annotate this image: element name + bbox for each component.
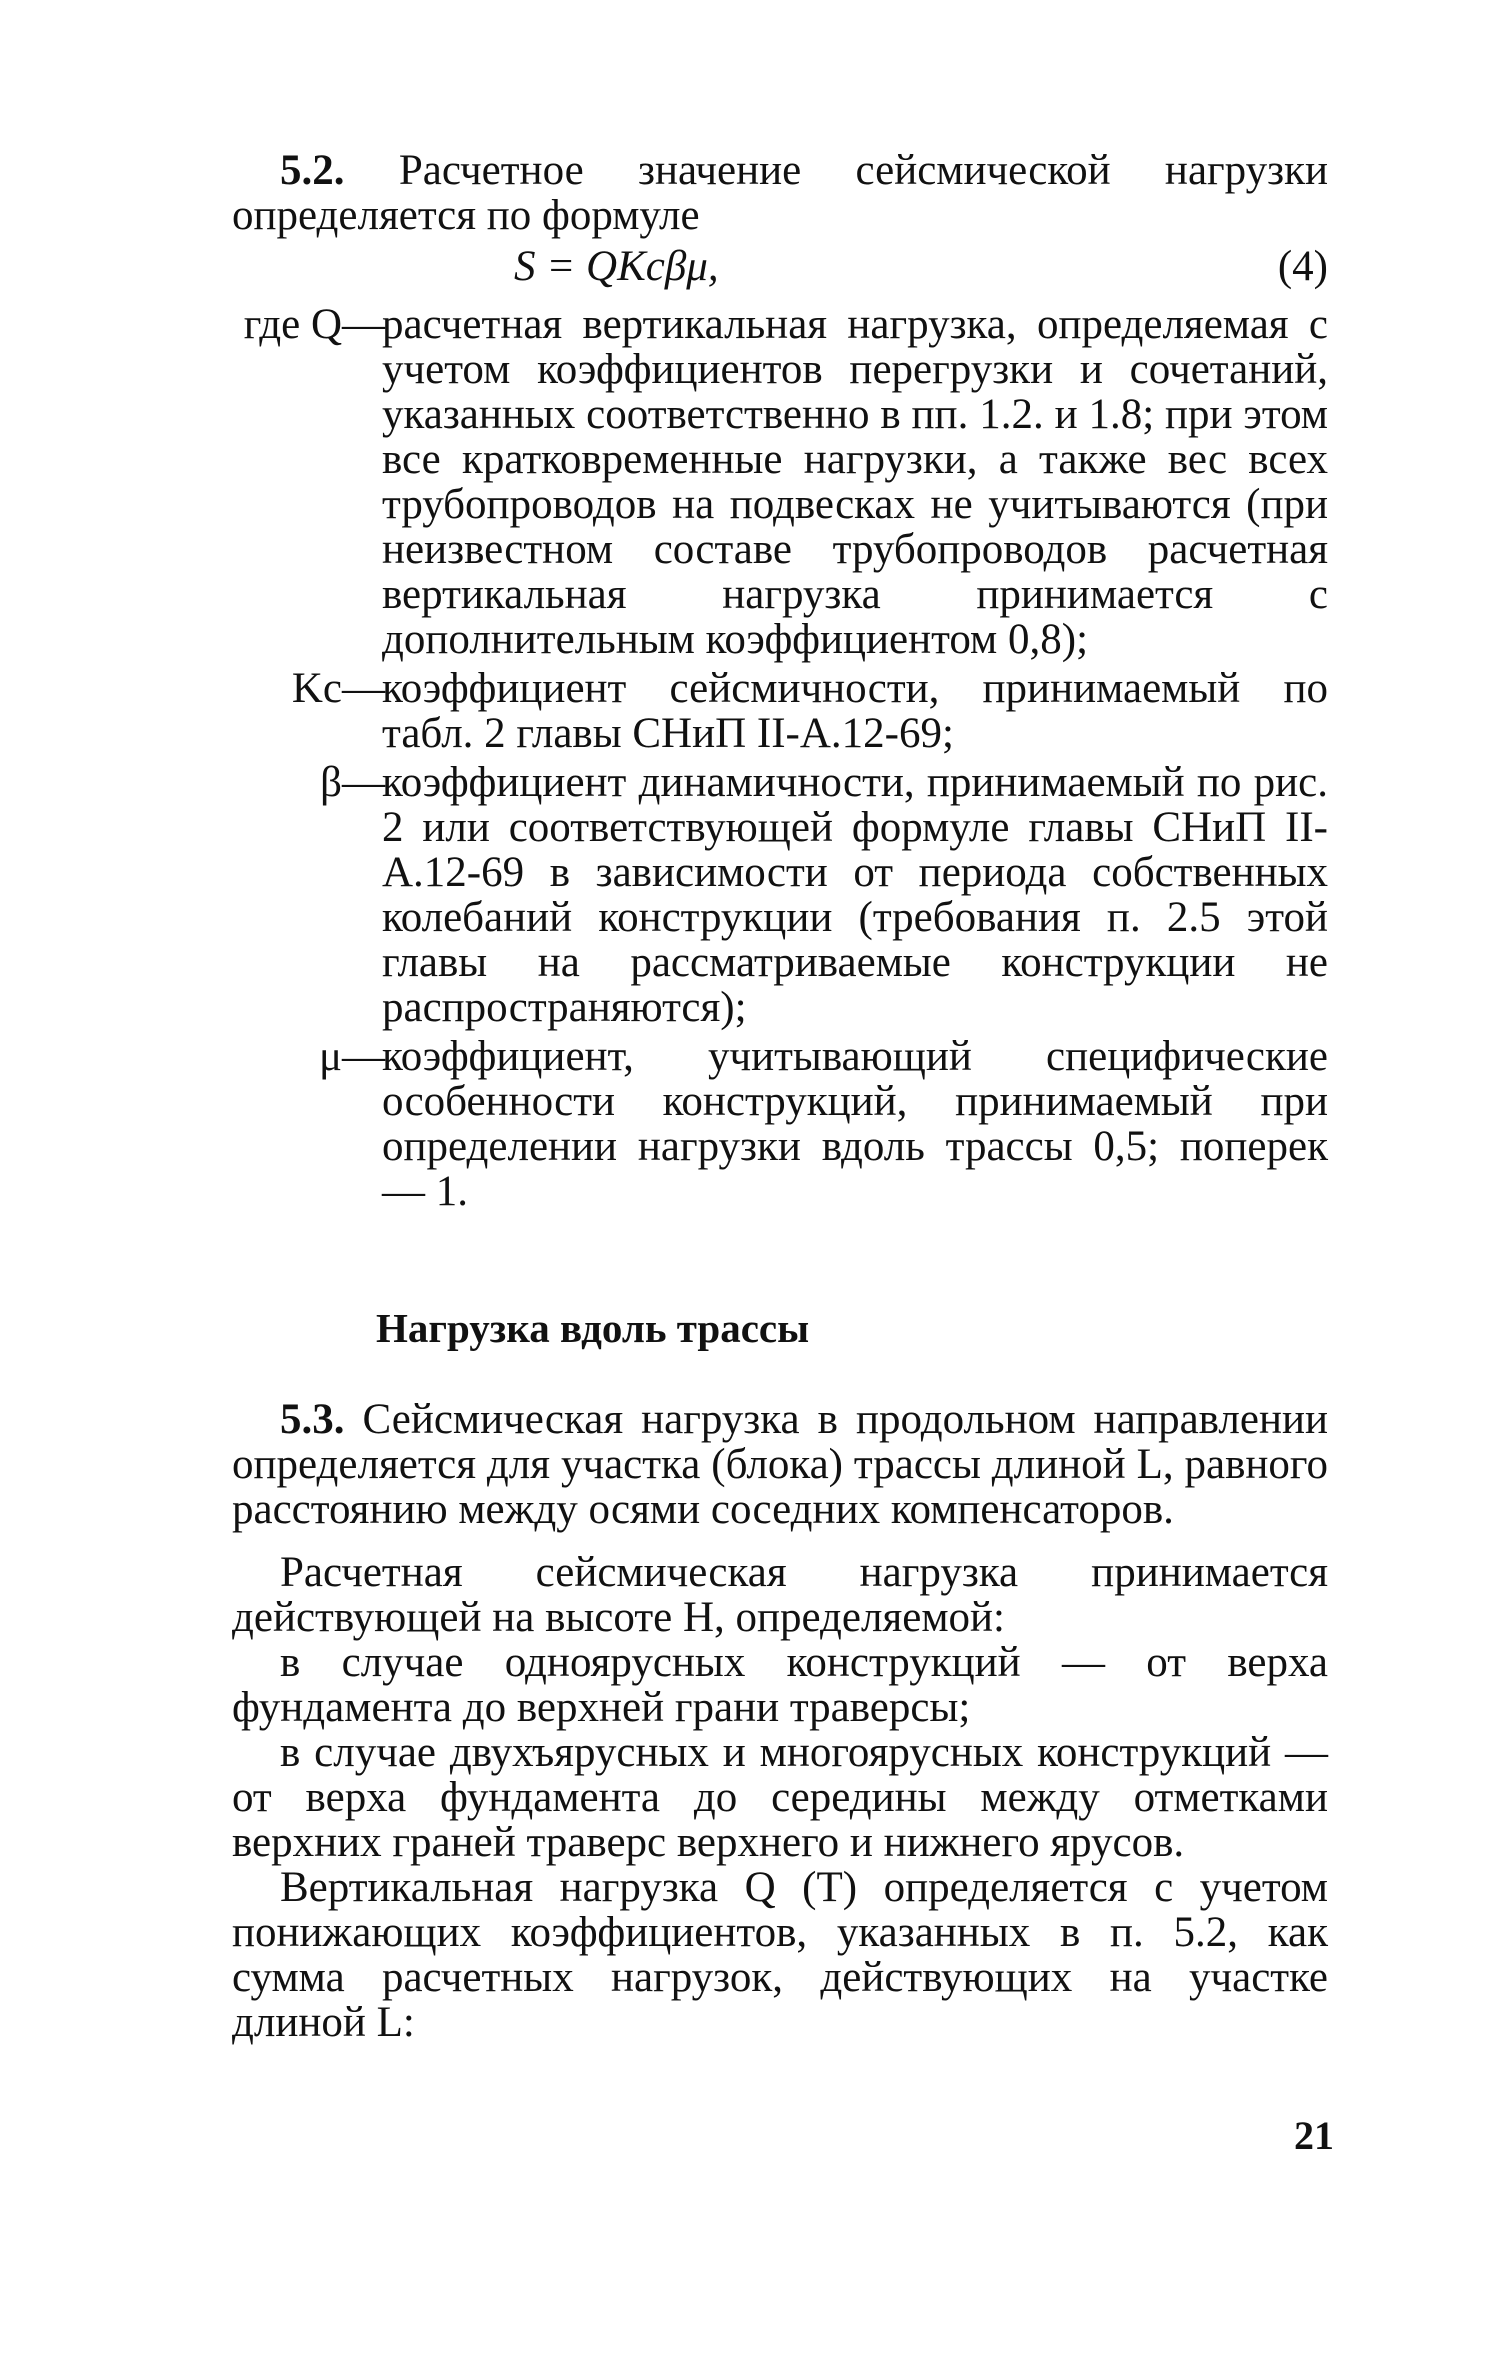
definition-q bbox=[232, 302, 1328, 662]
definition-dash: — bbox=[342, 665, 385, 712]
page-content bbox=[232, 148, 1328, 2045]
paragraph-5-2-text: Расчетное значение сейсмической нагрузки определяется по формуле bbox=[232, 147, 1328, 239]
page-number: 21 bbox=[1294, 2113, 1334, 2158]
formula-number: (4) bbox=[1277, 243, 1328, 290]
definition-beta bbox=[232, 760, 1328, 1030]
definition-dash: — bbox=[342, 1033, 385, 1080]
definition-mu bbox=[232, 1034, 1328, 1214]
formula: S = QKcβμ, bbox=[514, 243, 719, 290]
paragraph-5-2 bbox=[232, 148, 1328, 238]
section-title: Нагрузка вдоль трассы bbox=[376, 1305, 810, 1351]
definitions-list bbox=[232, 302, 1328, 1214]
paragraph-5-3-text: Сейсмическая нагрузка в продольном направлении определяется для участка (блока) трассы длиной L, равного расстоянию между осями соседних компенсаторов. bbox=[232, 1396, 1328, 1533]
definition-symbol: μ bbox=[318, 1033, 342, 1080]
formula-row bbox=[232, 244, 1328, 294]
definition-text: расчетная вертикальная нагрузка, определяемая с учетом коэффициентов перегрузки и сочетаний, указанных соответственно в пп. 1.2. и 1.8; при этом все кратковременные нагрузки, а также вес всех трубопроводов на подвесках не учитываются (при неизвестном составе трубопроводов расчетная вертикальная нагрузка принимается с дополнительным коэффициентом 0,8); bbox=[382, 301, 1328, 663]
definition-text: коэффициент динамичности, принимаемый по рис. 2 или соответствующей формуле главы СНиП II-А.12-69 в зависимости от периода собственных колебаний конструкции (требования п. 2.5 этой главы на рассматриваемые конструкции не распространяются); bbox=[382, 759, 1328, 1031]
definition-dash: — bbox=[342, 301, 385, 348]
paragraph-design-load: Расчетная сейсмическая нагрузка принимается действующей на высоте H, определяемой: bbox=[232, 1549, 1328, 1641]
paragraph-5-3 bbox=[232, 1397, 1328, 1532]
definition-symbol: Kс bbox=[291, 665, 342, 712]
paragraph-vertical-load: Вертикальная нагрузка Q (T) определяется с учетом понижающих коэффициентов, указанных в п. 5.2, как сумма расчетных нагрузок, действующих на участке длиной L: bbox=[232, 1864, 1328, 2046]
definition-symbol: где Q bbox=[243, 301, 342, 348]
paragraph-multi-tier: в случае двухъярусных и многоярусных конструкций — от верха фундамента до середины между отметками верхних граней траверс верхнего и нижнего ярусов. bbox=[232, 1729, 1328, 1866]
definition-symbol: β bbox=[320, 759, 342, 806]
definition-text: коэффициент сейсмичности, принимаемый по табл. 2 главы СНиП II-А.12-69; bbox=[382, 665, 1328, 757]
paragraph-5-3-number: 5.3. bbox=[280, 1396, 345, 1443]
spacer bbox=[232, 1532, 1328, 1550]
definition-dash: — bbox=[342, 759, 385, 806]
paragraph-5-2-number: 5.2. bbox=[280, 147, 345, 194]
definition-kc bbox=[232, 666, 1328, 756]
definition-text: коэффициент, учитывающий специфические особенности конструкций, принимаемый при определении нагрузки вдоль трассы 0,5; поперек — 1. bbox=[382, 1033, 1328, 1215]
paragraph-single-tier: в случае одноярусных конструкций — от верха фундамента до верхней грани траверсы; bbox=[232, 1639, 1328, 1731]
